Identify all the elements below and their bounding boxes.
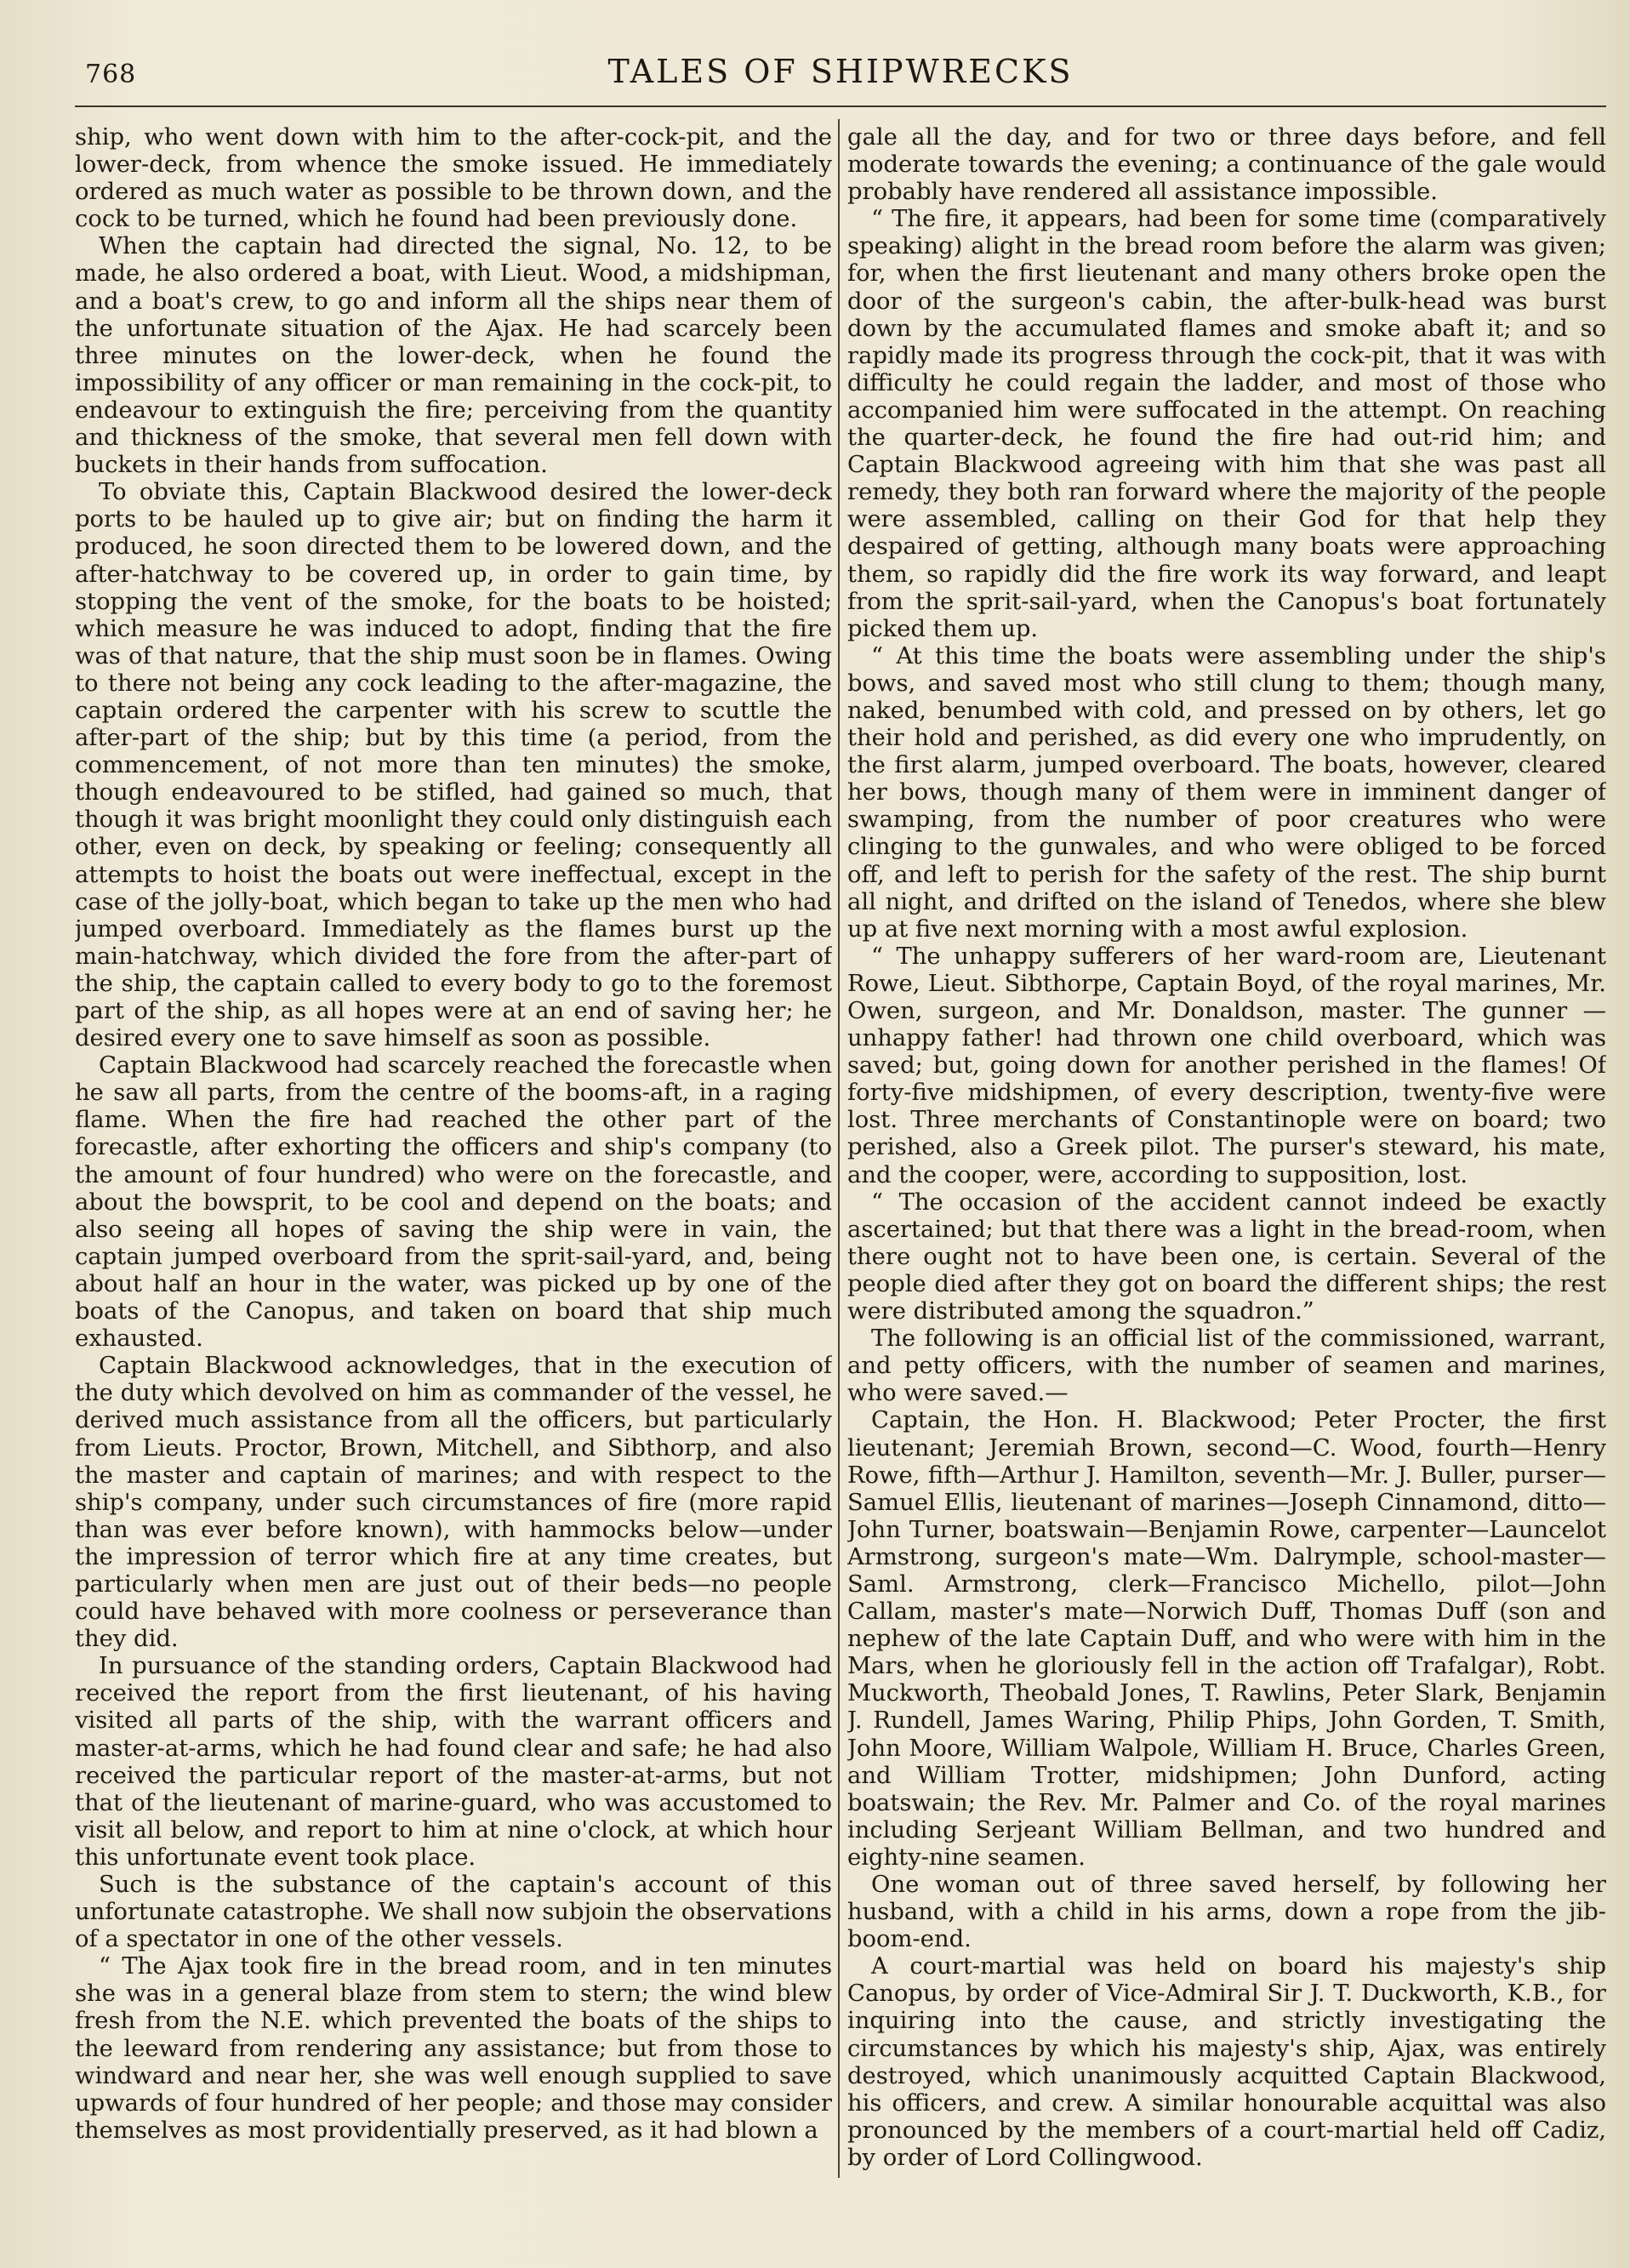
- paragraph: Captain, the Hon. H. Blackwood; Peter Procter, the first lieutenant; Jeremiah Brown, second—C. Wood, fourth—Henry Rowe, fifth—Arthur J. Hamilton, seventh—Mr. J. Buller, purser—Samuel Ellis, lieutenant of marines—Joseph Cinnamond, ditto—John Turner, boatswain—Benjamin Rowe, carpenter—Launcelot Armstrong, surgeon's mate—Wm. Dalrymple, school-master—Saml. Armstrong, clerk—Francisco Michello, pilot—John Callam, master's mate—Norwich Duff, Thomas Duff (son and nephew of the late Captain Duff, and who were with him in the Mars, when he gloriously fell in the action off Trafalgar), Robt. Muckworth, Theobald Jones, T. Rawlins, Peter Slark, Benjamin J. Rundell, James Waring, Philip Phips, John Gorden, T. Smith, John Moore, William Walpole, William H. Bruce, Charles Green, and William Trotter, midshipmen; John Dunford, acting boatswain; the Rev. Mr. Palmer and Co. of the royal marines including Serjeant William Bellman, and two hundred and eighty-nine seamen.: [847, 1407, 1606, 1871]
- header-rule: [75, 105, 1606, 107]
- paragraph: Captain Blackwood had scarcely reached the forecastle when he saw all parts, from the centre of the booms-aft, in a raging flame. When the fire had reached the other part of the forecastle, after exhorting the officers and ship's company (to the amount of four hundred) who were on the forecastle, and about the bowsprit, to be cool and depend on the boats; and also seeing all hopes of saving the ship were in vain, the captain jumped overboard from the sprit-sail-yard, and, being about half an hour in the water, was picked up by one of the boats of the Canopus, and taken on board that ship much exhausted.: [75, 1052, 832, 1353]
- paragraph: To obviate this, Captain Blackwood desired the lower-deck ports to be hauled up to give air; but on finding the harm it produced, he soon directed them to be lowered down, and the after-hatchway to be covered up, in order to gain time, by stopping the vent of the smoke, for the boats to be hoisted; which measure he was induced to adopt, finding that the fire was of that nature, that the ship must soon be in flames. Owing to there not being any cock leading to the after-magazine, the captain ordered the carpenter with his screw to scuttle the after-part of the ship; but by this time (a period, from the commencement, of not more than ten minutes) the smoke, though endeavoured to be stifled, had gained so much, that though it was bright moonlight they could only distinguish each other, even on deck, by speaking or feeling; consequently all attempts to hoist the boats out were ineffectual, except in the case of the jolly-boat, which began to take up the men who had jumped overboard. Immediately as the flames burst up the main-hatchway, which divided the fore from the after-part of the ship, the captain called to every body to go to the foremost part of the ship, as all hopes were at an end of saving her; he desired every one to save himself as soon as possible.: [75, 479, 832, 1052]
- paragraph: “ The occasion of the accident cannot indeed be exactly ascertained; but that there was a light in the bread-room, when there ought not to have been one, is certain. Several of the people died after they got on board the different ships; the rest were distributed among the squadron.”: [847, 1188, 1606, 1325]
- paragraph: In pursuance of the standing orders, Captain Blackwood had received the report from the first lieutenant, of his having visited all parts of the ship, with the warrant officers and master-at-arms, which he had found clear and safe; he had also received the particular report of the master-at-arms, but not that of the lieutenant of marine-guard, who was accustomed to visit all below, and report to him at nine o'clock, at which hour this unfortunate event took place.: [75, 1653, 832, 1871]
- paragraph: “ The fire, it appears, had been for some time (comparatively speaking) alight in the bread room before the alarm was given; for, when the first lieutenant and many others broke open the door of the surgeon's cabin, the after-bulk-head was burst down by the accumulated flames and smoke abaft it; and so rapidly made its progress through the cock-pit, that it was with difficulty he could regain the ladder, and most of those who accompanied him were suffocated in the attempt. On reaching the quarter-deck, he found the fire had out-rid him; and Captain Blackwood agreeing with him that she was past all remedy, they both ran forward where the majority of the people were assembled, calling on their God for that help they despaired of getting, although many boats were approaching them, so rapidly did the fire work its way forward, and leapt from the sprit-sail-yard, when the Canopus's boat fortunately picked them up.: [847, 206, 1606, 642]
- paragraph: gale all the day, and for two or three days before, and fell moderate towards the evening; a continuance of the gale would probably have rendered all assistance impossible.: [847, 124, 1606, 206]
- page-number: 768: [85, 60, 137, 89]
- paragraph: A court-martial was held on board his majesty's ship Canopus, by order of Vice-Admiral Sir J. T. Duckworth, K.B., for inquiring into the cause, and strictly investigating the circumstances by which his majesty's ship, Ajax, was entirely destroyed, which unanimously acquitted Captain Blackwood, his officers, and crew. A similar honourable acquittal was also pronounced by the members of a court-martial held off Cadiz, by order of Lord Collingwood.: [847, 1953, 1606, 2171]
- left-column: [75, 124, 832, 2191]
- column-divider: [838, 119, 840, 2178]
- paragraph: When the captain had directed the signal, No. 12, to be made, he also ordered a boat, with Lieut. Wood, a midshipman, and a boat's crew, to go and inform all the ships near them of the unfortunate situation of the Ajax. He had scarcely been three minutes on the lower-deck, when he found the impossibility of any officer or man remaining in the cock-pit, to endeavour to extinguish the fire; perceiving from the quantity and thickness of the smoke, that several men fell down with buckets in their hands from suffocation.: [75, 233, 832, 479]
- running-title: TALES OF SHIPWRECKS: [607, 53, 1074, 90]
- paragraph: “ The Ajax took fire in the bread room, and in ten minutes she was in a general blaze from stem to stern; the wind blew fresh from the N.E. which prevented the boats of the ships to the leeward from rendering any assistance; but from those to windward and near her, she was well enough supplied to save upwards of four hundred of her people; and those may consider themselves as most providentially preserved, as it had blown a: [75, 1953, 832, 2144]
- right-column: [847, 124, 1606, 2191]
- paragraph: Captain Blackwood acknowledges, that in the execution of the duty which devolved on him as commander of the vessel, he derived much assistance from all the officers, but particularly from Lieuts. Proctor, Brown, Mitchell, and Sibthorp, and also the master and captain of marines; and with respect to the ship's company, under such circumstances of fire (more rapid than was ever before known), with hammocks below—under the impression of terror which fire at any time creates, but particularly when men are just out of their beds—no people could have behaved with more coolness or perseverance than they did.: [75, 1353, 832, 1653]
- paragraph: ship, who went down with him to the after-cock-pit, and the lower-deck, from whence the smoke issued. He immediately ordered as much water as possible to be thrown down, and the cock to be turned, which he found had been previously done.: [75, 124, 832, 233]
- paragraph: Such is the substance of the captain's account of this unfortunate catastrophe. We shall now subjoin the observations of a spectator in one of the other vessels.: [75, 1872, 832, 1953]
- paragraph: “ At this time the boats were assembling under the ship's bows, and saved most who still clung to them; though many, naked, benumbed with cold, and pressed on by others, let go their hold and perished, as did every one who imprudently, on the first alarm, jumped overboard. The boats, however, cleared her bows, though many of them were in imminent danger of swamping, from the number of poor creatures who were clinging to the gunwales, and who were obliged to be forced off, and left to perish for the safety of the rest. The ship burnt all night, and drifted on the island of Tenedos, where she blew up at five next morning with a most awful explosion.: [847, 642, 1606, 943]
- paragraph: “ The unhappy sufferers of her ward-room are, Lieutenant Rowe, Lieut. Sibthorpe, Captain Boyd, of the royal marines, Mr. Owen, surgeon, and Mr. Donaldson, master. The gunner —unhappy father! had thrown one child overboard, which was saved; but, going down for another perished in the flames! Of forty-five midshipmen, of every description, twenty-five were lost. Three merchants of Constantinople were on board; two perished, also a Greek pilot. The purser's steward, his mate, and the cooper, were, according to supposition, lost.: [847, 943, 1606, 1188]
- page-header: [75, 48, 1606, 99]
- paragraph: The following is an official list of the commissioned, warrant, and petty officers, with the number of seamen and marines, who were saved.—: [847, 1325, 1606, 1407]
- paragraph: One woman out of three saved herself, by following her husband, with a child in his arms, down a rope from the jib-boom-end.: [847, 1872, 1606, 1953]
